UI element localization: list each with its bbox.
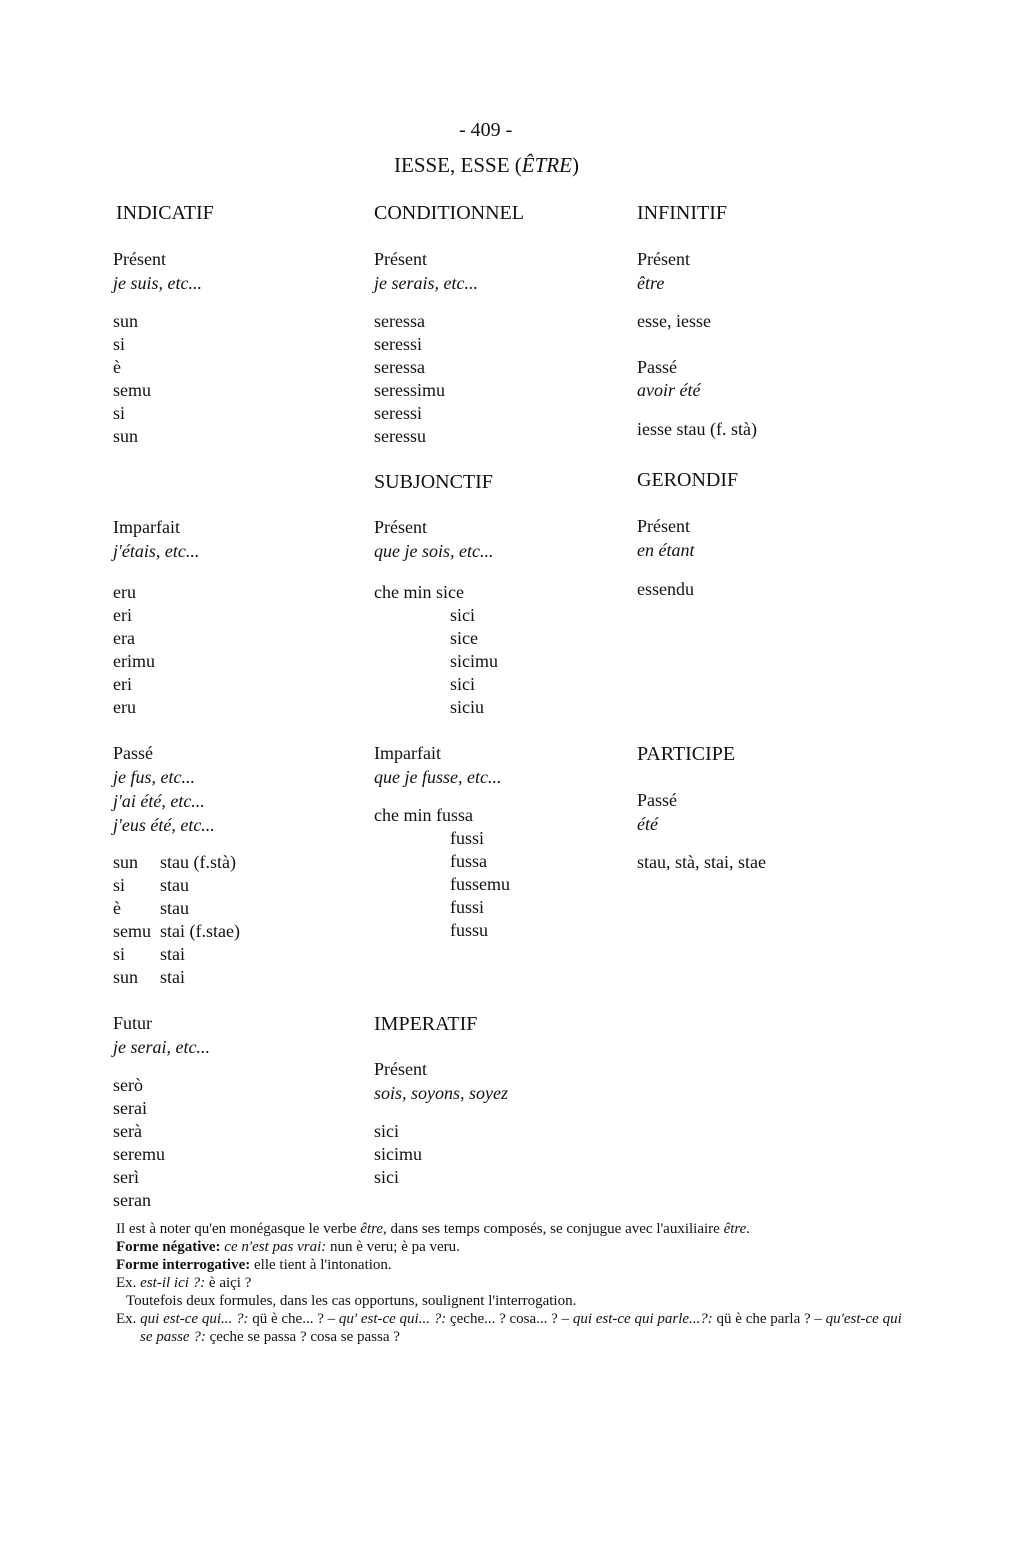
indicatif-present-translation: je suis, etc... [113, 273, 202, 293]
indicatif-present-form: sun [113, 426, 139, 446]
indicatif-imparfait-translation: j'étais, etc... [113, 541, 200, 561]
infinitif-present-form: esse, iesse [637, 311, 711, 331]
indicatif-present-form: si [113, 334, 126, 354]
page-number: - 409 - [459, 119, 513, 141]
heading-infinitif: INFINITIF [637, 202, 727, 224]
conditionnel-present-form: seressu [374, 426, 426, 446]
indicatif-imparfait-form: eri [113, 674, 132, 694]
infinitif-passe-form: iesse stau (f. stà) [637, 419, 757, 439]
indicatif-passe-translation: j'eus été, etc... [113, 815, 215, 835]
heading-indicatif: INDICATIF [116, 202, 214, 224]
indicatif-imparfait-form: erimu [113, 651, 155, 671]
conditionnel-present-label: Présent [374, 249, 427, 269]
subjonctif-present-translation: que je sois, etc... [374, 541, 494, 561]
indicatif-present-form: si [113, 403, 126, 423]
indicatif-present-label: Présent [113, 249, 166, 269]
gerondif-present-translation: en étant [637, 540, 695, 560]
page-title [394, 155, 579, 176]
indicatif-passe-form: stau (f.stà) [160, 852, 236, 872]
heading-participe: PARTICIPE [637, 743, 736, 765]
indicatif-passe-pronoun: sun [113, 967, 139, 987]
indicatif-futur-form: serò [113, 1075, 143, 1095]
subjonctif-present-form: sici [450, 605, 475, 625]
infinitif-present-label: Présent [637, 249, 690, 269]
heading-subjonctif: SUBJONCTIF [374, 471, 493, 493]
indicatif-futur-form: seremu [113, 1144, 165, 1164]
indicatif-imparfait-form: era [113, 628, 135, 648]
conditionnel-present-form: seressa [374, 357, 425, 377]
indicatif-imparfait-form: eru [113, 582, 136, 602]
subjonctif-present-form: siciu [450, 697, 484, 717]
participe-passe-form: stau, stà, stai, stae [637, 852, 766, 872]
indicatif-imparfait-form: eru [113, 697, 136, 717]
subjonctif-imparfait-form: fussi [450, 897, 485, 917]
subjonctif-imparfait-form: fussu [450, 920, 489, 940]
imperatif-present-translation: sois, soyons, soyez [374, 1083, 508, 1103]
note-toutefois: Toutefois deux formules, dans les cas opportuns, soulignent l'interrogation. [126, 1293, 577, 1309]
conditionnel-present-form: seressi [374, 403, 422, 423]
heading-gerondif: GERONDIF [637, 469, 739, 491]
subjonctif-present-form: sici [450, 674, 475, 694]
note-example-1: Ex. est-il ici ?: è aiçi ? [116, 1275, 252, 1291]
infinitif-passe-translation: avoir été [637, 380, 701, 400]
subjonctif-present-label: Présent [374, 517, 427, 537]
imperatif-present-label: Présent [374, 1059, 427, 1079]
subjonctif-present-first: che min sice [374, 582, 464, 602]
indicatif-passe-pronoun: sun [113, 852, 139, 872]
imperatif-present-form: sici [374, 1167, 399, 1187]
indicatif-futur-form: serà [113, 1121, 142, 1141]
imperatif-present-form: sicimu [374, 1144, 422, 1164]
conditionnel-present-form: seressi [374, 334, 422, 354]
note-negative: Forme négative: ce n'est pas vrai: nun è veru; è pa veru. [116, 1239, 460, 1255]
title-main: IESSE, ESSE ( [394, 153, 522, 177]
title-french: ÊTRE [521, 153, 572, 177]
participe-passe-translation: été [637, 814, 658, 834]
indicatif-imparfait-form: eri [113, 605, 132, 625]
subjonctif-imparfait-form: fussemu [450, 874, 510, 894]
indicatif-passe-form: stai [160, 944, 185, 964]
indicatif-present-form: semu [113, 380, 151, 400]
indicatif-futur-form: seran [113, 1190, 151, 1210]
conditionnel-present-form: seressimu [374, 380, 445, 400]
indicatif-passe-label: Passé [113, 743, 153, 763]
conditionnel-present-form: seressa [374, 311, 425, 331]
indicatif-passe-form: stai (f.stae) [160, 921, 240, 941]
indicatif-passe-translation: je fus, etc... [113, 767, 195, 787]
indicatif-imparfait-label: Imparfait [113, 517, 180, 537]
conditionnel-present-translation: je serais, etc... [374, 273, 478, 293]
subjonctif-imparfait-translation: que je fusse, etc... [374, 767, 502, 787]
indicatif-present-form: è [113, 357, 121, 377]
indicatif-futur-translation: je serai, etc... [113, 1037, 210, 1057]
indicatif-passe-form: stau [160, 898, 189, 918]
infinitif-present-translation: être [637, 273, 665, 293]
indicatif-passe-translation: j'ai été, etc... [113, 791, 205, 811]
gerondif-present-form: essendu [637, 579, 694, 599]
indicatif-futur-form: serai [113, 1098, 147, 1118]
indicatif-passe-pronoun: si [113, 875, 126, 895]
subjonctif-imparfait-form: fussa [450, 851, 487, 871]
subjonctif-imparfait-label: Imparfait [374, 743, 441, 763]
imperatif-present-form: sici [374, 1121, 399, 1141]
note-auxiliary: Il est à noter qu'en monégasque le verbe être, dans ses temps composés, se conjugue avec l'auxiliaire être. [116, 1221, 751, 1237]
indicatif-passe-form: stau [160, 875, 189, 895]
indicatif-present-form: sun [113, 311, 139, 331]
subjonctif-present-form: sicimu [450, 651, 498, 671]
subjonctif-imparfait-first: che min fussa [374, 805, 473, 825]
subjonctif-present-form: sice [450, 628, 478, 648]
heading-imperatif: IMPERATIF [374, 1013, 478, 1035]
note-interrogative: Forme interrogative: elle tient à l'intonation. [116, 1257, 392, 1273]
title-close: ) [571, 153, 579, 177]
participe-passe-label: Passé [637, 790, 677, 810]
indicatif-passe-pronoun: è [113, 898, 121, 918]
gerondif-present-label: Présent [637, 516, 690, 536]
indicatif-passe-pronoun: si [113, 944, 126, 964]
heading-conditionnel: CONDITIONNEL [374, 202, 524, 224]
indicatif-passe-pronoun: semu [113, 921, 151, 941]
indicatif-futur-form: serì [113, 1167, 139, 1187]
note-example-2: Ex. qui est-ce qui... ?: qü è che... ? – qu' est-ce qui... ?: çeche... ? cosa... ? – qui est-ce qui parle...?: qü è che parla ? – qu'est-ce qui se passe ?: çeche se passa ? cosa se passa ? [116, 1311, 902, 1345]
notes-block [116, 1220, 906, 1346]
subjonctif-imparfait-form: fussi [450, 828, 485, 848]
indicatif-futur-label: Futur [113, 1013, 153, 1033]
indicatif-passe-form: stai [160, 967, 185, 987]
infinitif-passe-label: Passé [637, 357, 677, 377]
